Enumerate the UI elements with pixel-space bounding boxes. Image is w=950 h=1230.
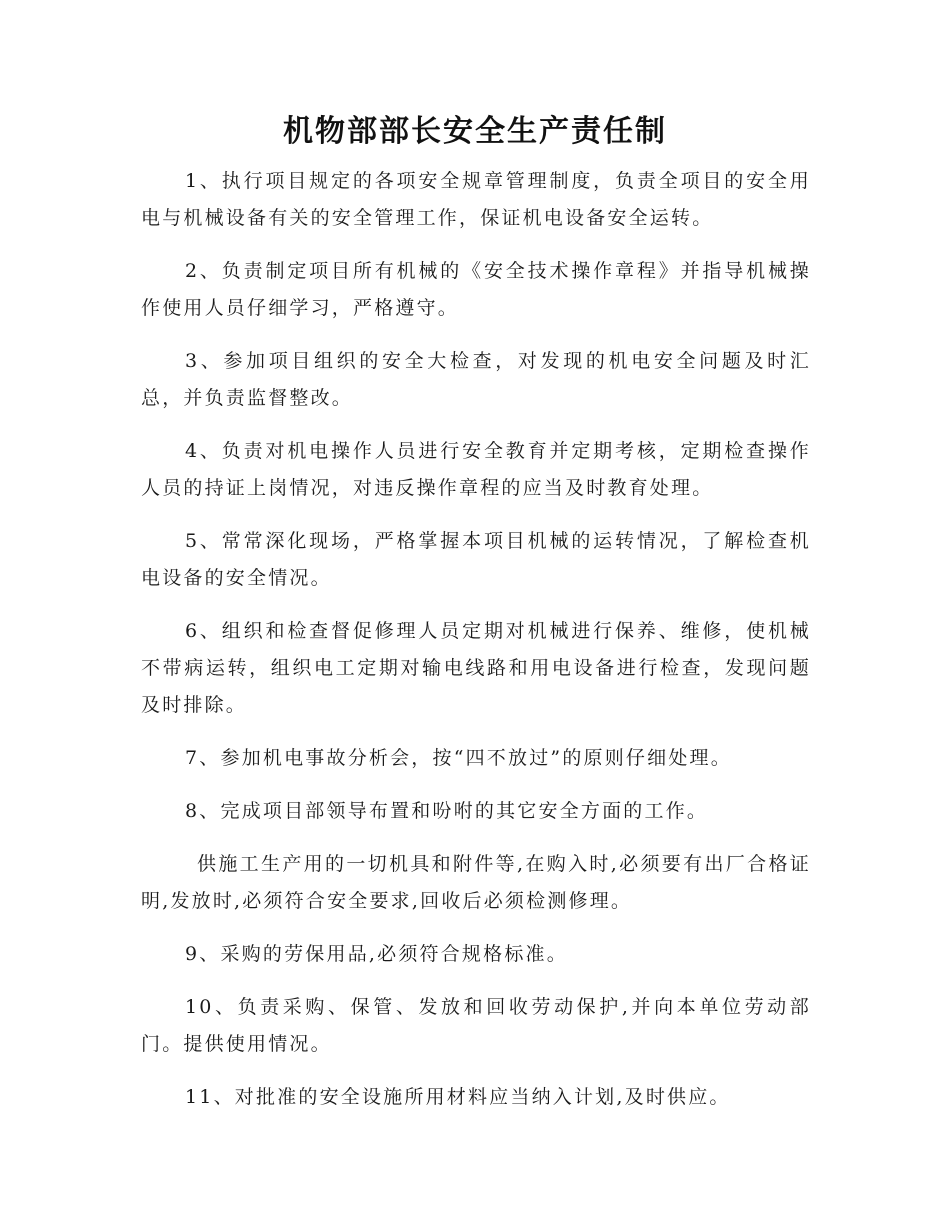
paragraph-10: 10、负责采购、保管、发放和回收劳动保护,并向本单位劳动部门。提供使用情况。 [141, 996, 811, 1055]
document-body [141, 163, 811, 1132]
paragraph-2: 2、负责制定项目所有机械的《安全技术操作章程》并指导机械操作使用人员仔细学习，严格遵守。 [141, 260, 811, 319]
paragraph-3: 3、参加项目组织的安全大检查，对发现的机电安全问题及时汇总，并负责监督整改。 [141, 350, 811, 409]
document-title: 机物部部长安全生产责任制 [283, 114, 667, 149]
paragraph-1: 1、执行项目规定的各项安全规章管理制度，负责全项目的安全用电与机械设备有关的安全管理工作，保证机电设备安全运转。 [141, 170, 811, 229]
paragraph-8: 8、完成项目部领导布置和吩咐的其它安全方面的工作。 [185, 800, 709, 822]
paragraph-6: 6、组织和检查督促修理人员定期对机械进行保养、维修，使机械不带病运转，组织电工定期对输电线路和用电设备进行检查，发现问题及时排除。 [141, 620, 811, 716]
paragraph-5: 5、常常深化现场，严格掌握本项目机械的运转情况，了解检查机电设备的安全情况。 [141, 530, 811, 589]
paragraph-11: 11、对批准的安全设施所用材料应当纳入计划,及时供应。 [185, 1086, 731, 1108]
paragraph-equipment-note: 供施工生产用的一切机具和附件等,在购入时,必须要有出厂合格证明,发放时,必须符合安全要求,回收后必须检测修理。 [141, 853, 811, 912]
paragraph-9: 9、采购的劳保用品,必须符合规格标准。 [185, 943, 568, 965]
paragraph-7: 7、参加机电事故分析会，按“四不放过”的原则仔细处理。 [185, 747, 732, 769]
paragraph-4: 4、负责对机电操作人员进行安全教育并定期考核，定期检查操作人员的持证上岗情况，对违反操作章程的应当及时教育处理。 [141, 440, 811, 499]
